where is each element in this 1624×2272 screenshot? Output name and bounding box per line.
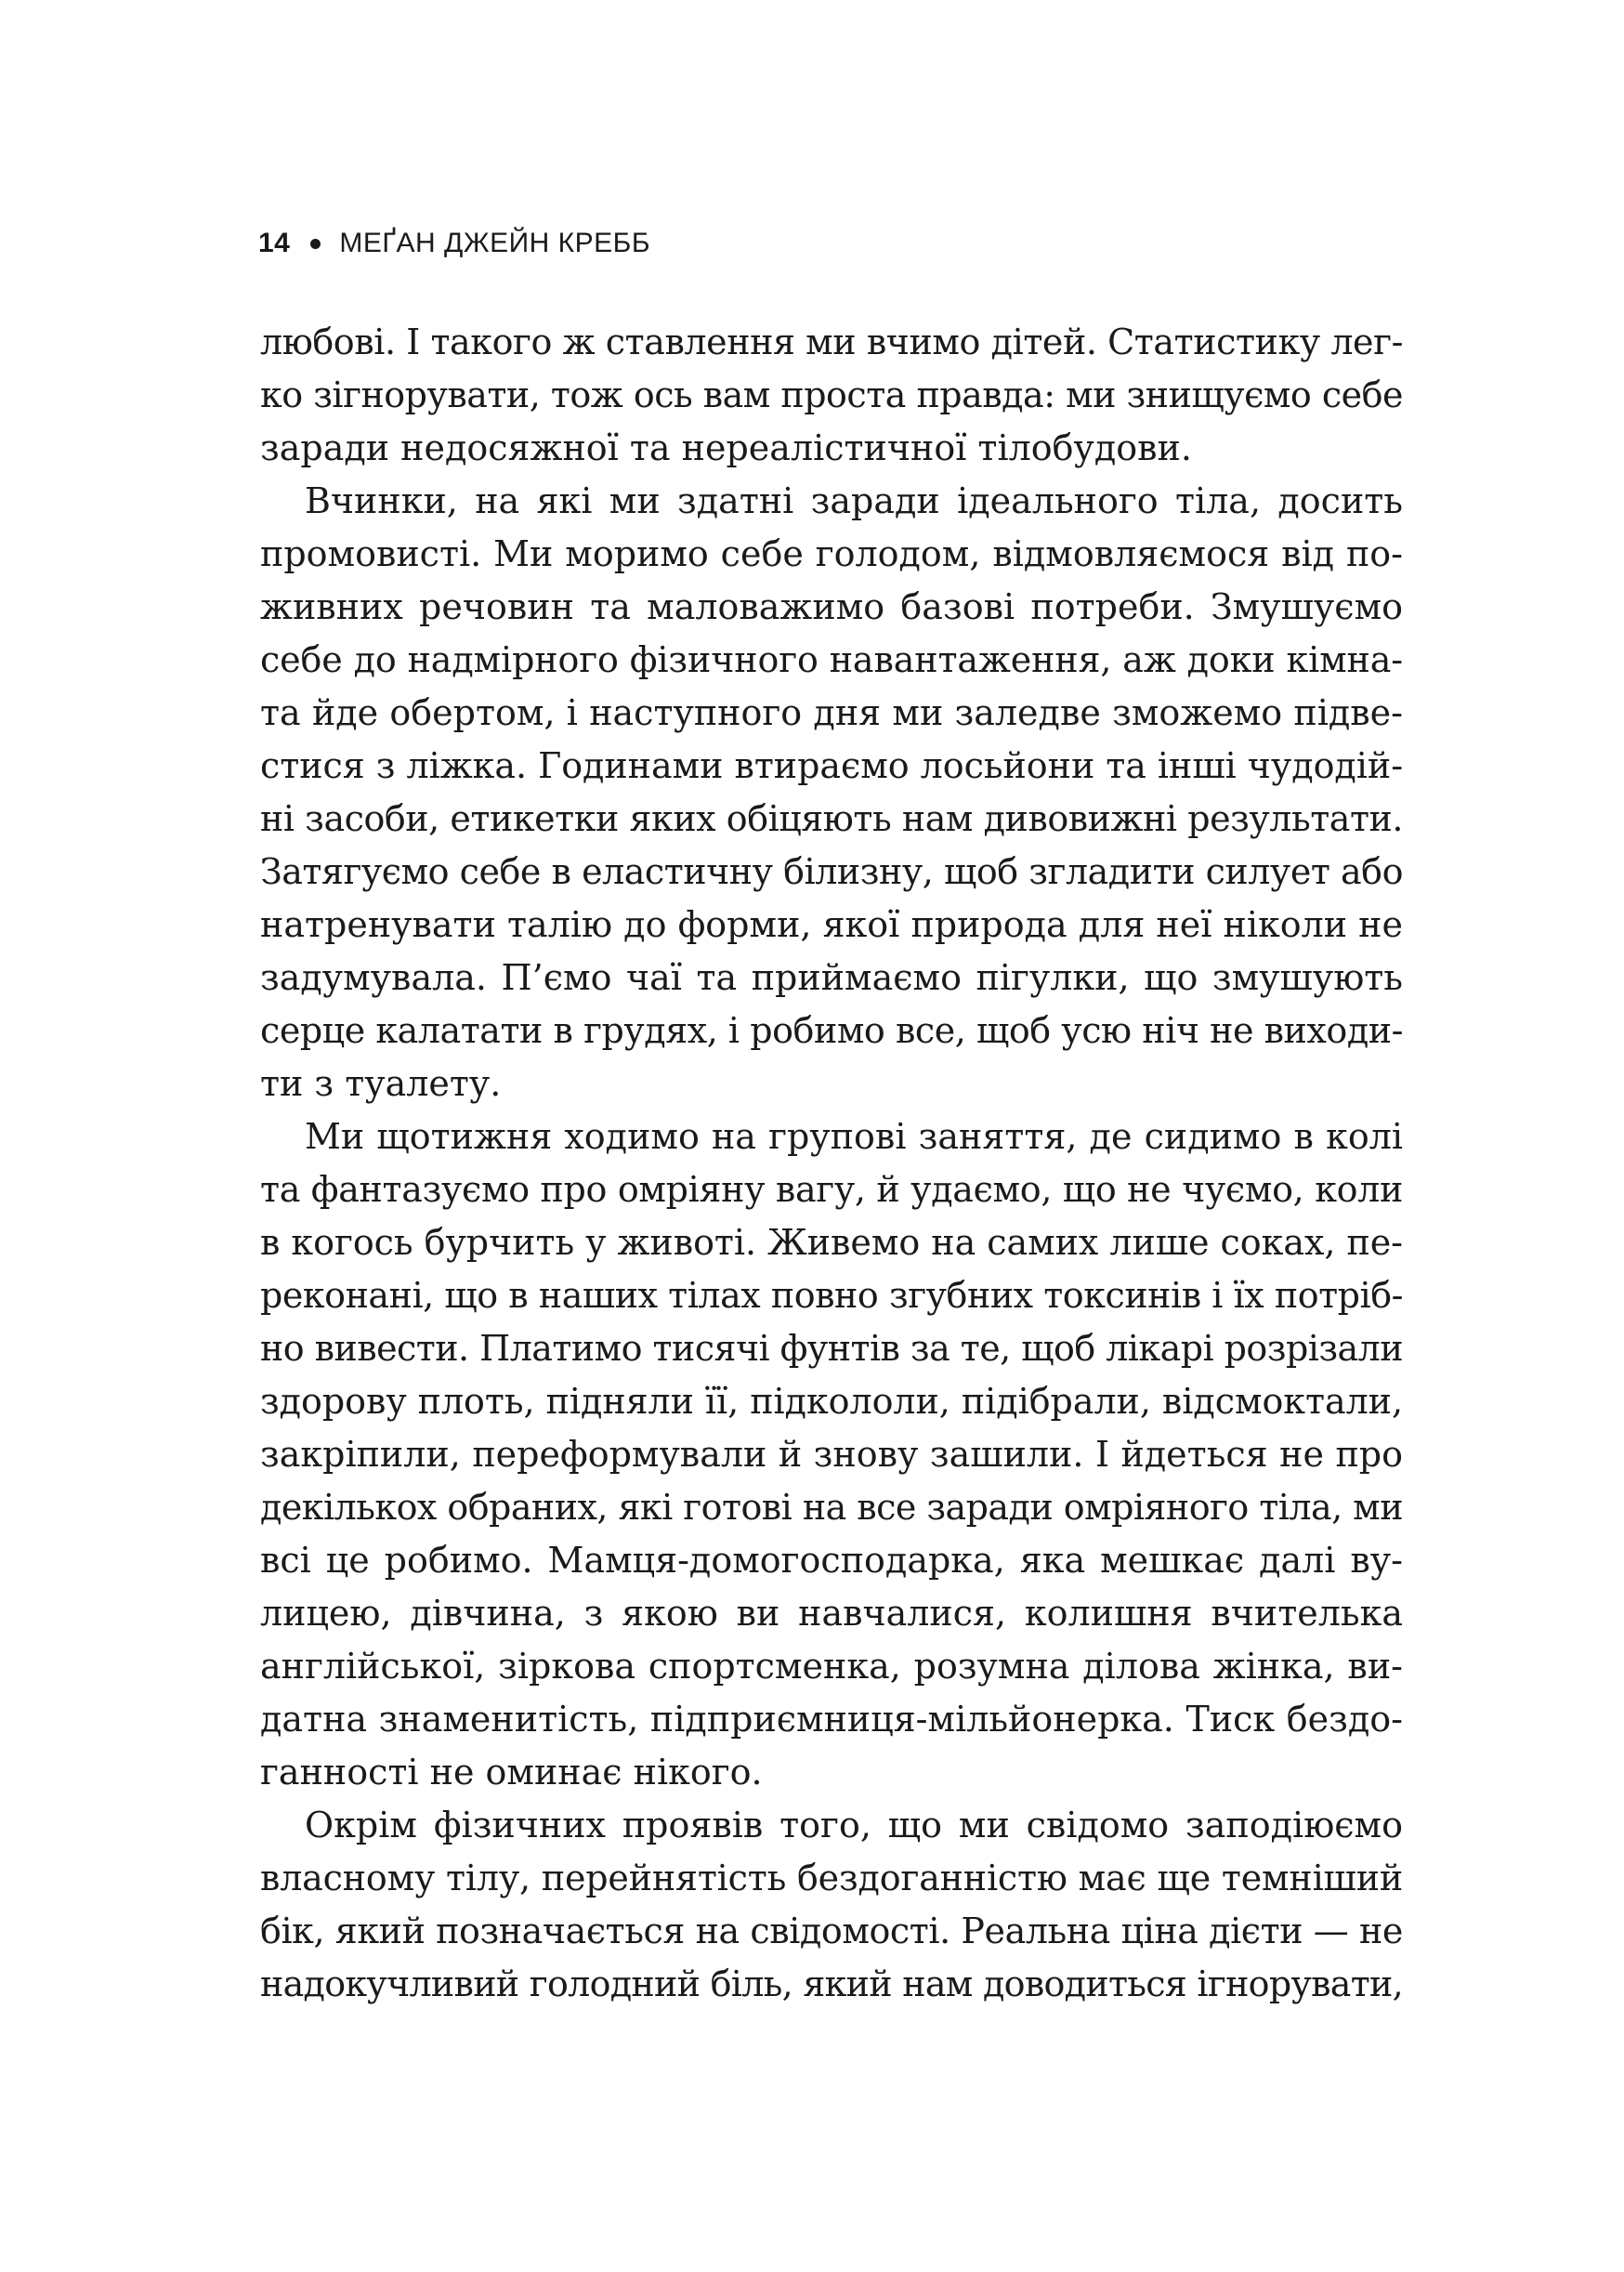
- author-name: МЕҐАН ДЖЕЙН КРЕББ: [339, 228, 651, 258]
- text-line: ні засоби, етикетки яких обіцяють нам дивовижні результати.: [260, 798, 1403, 839]
- text-line: здорову плоть, підняли її, підкололи, підібрали, відсмоктали,: [260, 1381, 1403, 1422]
- text-line: ганності не оминає нікого.: [260, 1752, 763, 1793]
- text-line: ко зігнорувати, тож ось вам проста правда: ми знищуємо себе: [260, 374, 1403, 415]
- page-number: 14: [258, 228, 291, 258]
- text-line: надокучливий голодний біль, який нам доводиться ігнорувати,: [260, 1963, 1403, 2004]
- text-line: но вивести. Платимо тисячі фунтів за те, щоб лікарі розрізали: [260, 1328, 1403, 1369]
- text-line: датна знаменитість, підприємниця-мільйонерка. Тиск бездо-: [260, 1699, 1403, 1740]
- text-line: та йде обертом, і наступного дня ми заледве зможемо підве-: [260, 692, 1403, 733]
- text-line: ти з туалету.: [260, 1063, 502, 1104]
- text-line: любові. І такого ж ставлення ми вчимо дітей. Статистику лег-: [260, 322, 1403, 362]
- body-text: [260, 316, 1403, 2011]
- text-line: живних речовин та маловажимо базові потреби. Змушуємо: [260, 586, 1403, 627]
- text-line: себе до надмірного фізичного навантаження, аж доки кімна-: [260, 639, 1403, 680]
- text-line: Окрім фізичних проявів того, що ми свідомо заподіюємо: [305, 1805, 1403, 1845]
- text-line: промовисті. Ми моримо себе голодом, відмовляємося від по-: [260, 533, 1403, 574]
- paragraph: [260, 1799, 1403, 2011]
- text-line: англійської, зіркова спортсменка, розумна ділова жінка, ви-: [260, 1646, 1403, 1687]
- text-line: реконані, що в наших тілах повно згубних токсинів і їх потріб-: [260, 1275, 1403, 1316]
- paragraph: [260, 316, 1403, 475]
- paragraph: [260, 1110, 1403, 1799]
- text-line: декількох обраних, які готові на все заради омріяного тіла, ми: [260, 1487, 1403, 1528]
- text-line: бік, який позначається на свідомості. Реальна ціна дієти — не: [260, 1911, 1403, 1951]
- text-line: задумувала. П’ємо чаї та приймаємо пігулки, що змушують: [260, 957, 1403, 998]
- text-line: натренувати талію до форми, якої природа для неї ніколи не: [260, 904, 1403, 945]
- running-head: [258, 225, 650, 262]
- text-line: власному тілу, перейнятість бездоганністю має ще темніший: [260, 1858, 1403, 1898]
- text-line: закріпили, переформували й знову зашили. І йдеться не про: [260, 1434, 1403, 1475]
- text-line: Вчинки, на які ми здатні заради ідеального тіла, досить: [305, 480, 1403, 521]
- text-line: стися з ліжка. Годинами втираємо лосьйони та інші чудодій-: [260, 745, 1403, 786]
- text-line: в когось бурчить у животі. Живемо на самих лише соках, пе-: [260, 1222, 1403, 1263]
- text-line: серце калатати в грудях, і робимо все, щоб усю ніч не виходи-: [260, 1010, 1403, 1051]
- text-line: Затягуємо себе в еластичну білизну, щоб згладити силует або: [260, 851, 1403, 892]
- paragraph: [260, 475, 1403, 1110]
- text-line: лицею, дівчина, з якою ви навчалися, колишня вчителька: [260, 1593, 1403, 1634]
- text-line: Ми щотижня ходимо на групові заняття, де сидимо в колі: [305, 1116, 1403, 1157]
- text-line: всі це робимо. Мамця-домогосподарка, яка мешкає далі ву-: [260, 1540, 1403, 1581]
- bullet-separator-icon: [310, 239, 321, 249]
- text-line: заради недосяжної та нереалістичної тілобудови.: [260, 427, 1192, 468]
- text-line: та фантазуємо про омріяну вагу, й удаємо, що не чуємо, коли: [260, 1169, 1403, 1210]
